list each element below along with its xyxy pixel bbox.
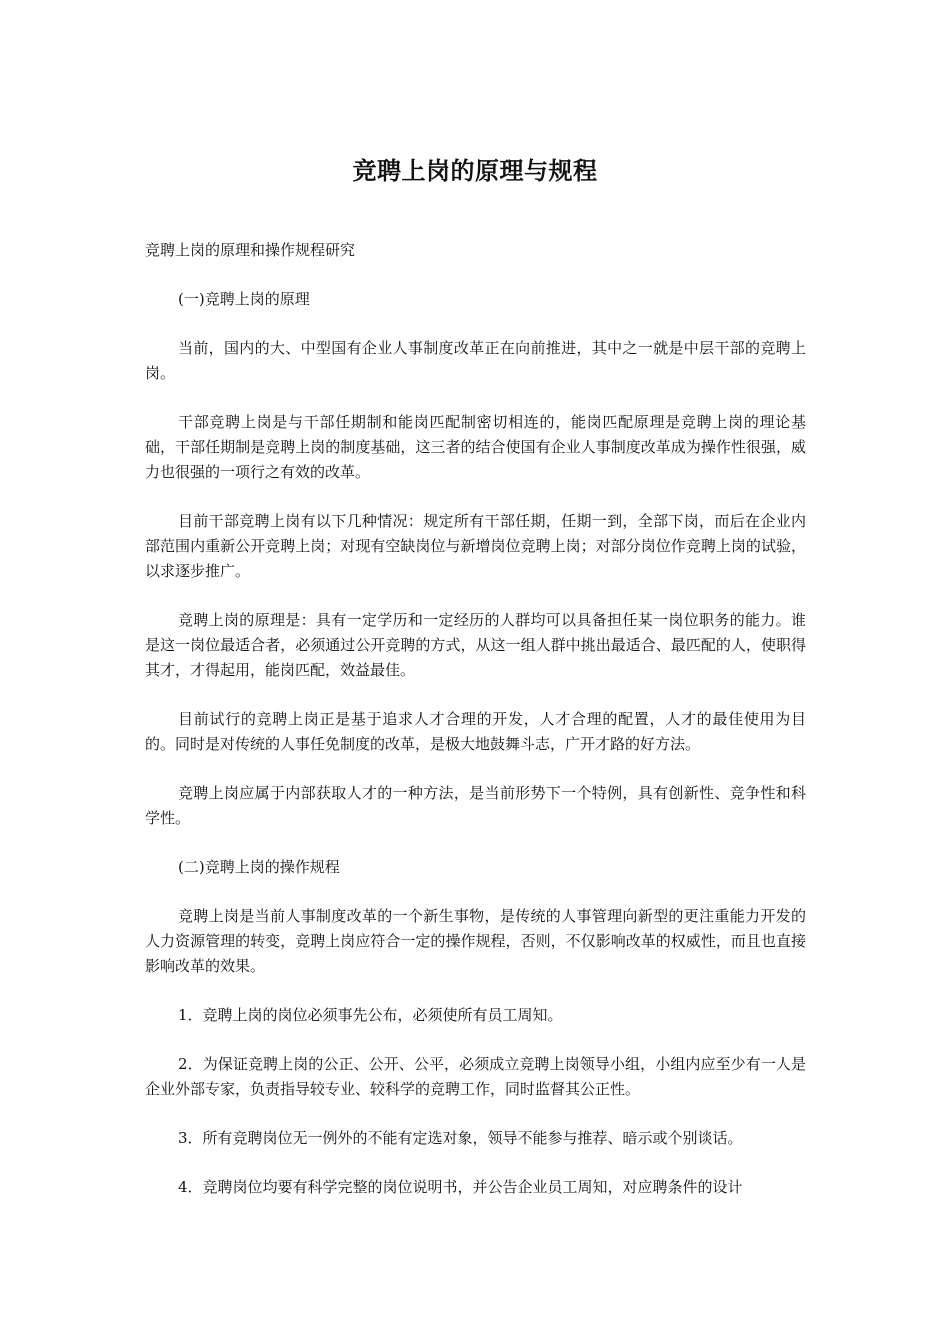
list-item: 2．为保证竞聘上岗的公正、公开、公平，必须成立竞聘上岗领导小组，小组内应至少有一人是企业外部专家，负责指导较专业、较科学的竞聘工作，同时监督其公正性。 — [145, 1055, 806, 1098]
document-title: 竞聘上岗的原理与规程 — [352, 156, 598, 185]
section-heading-2: (二)竞聘上岗的操作规程 — [178, 858, 340, 876]
paragraph: 竞聘上岗的原理是：具有一定学历和一定经历的人群均可以具备担任某一岗位职务的能力。谁是这一岗位最适合者，必须通过公开竞聘的方式，从这一组人群中挑出最适合、最匹配的人，使职得其才，才得起用，能岗匹配，效益最佳。 — [145, 611, 806, 679]
paragraph: 竞聘上岗应属于内部获取人才的一种方法，是当前形势下一个特例，具有创新性、竞争性和科学性。 — [145, 784, 806, 827]
document-subtitle: 竞聘上岗的原理和操作规程研究 — [145, 241, 356, 259]
list-item: 3．所有竞聘岗位无一例外的不能有定选对象，领导不能参与推荐、暗示或个别谈话。 — [178, 1129, 743, 1147]
paragraph: 竞聘上岗是当前人事制度改革的一个新生事物，是传统的人事管理向新型的更注重能力开发的人力资源管理的转变，竞聘上岗应符合一定的操作规程，否则，不仅影响改革的权威性，而且也直接影响改革的效果。 — [145, 907, 806, 975]
paragraph: 当前，国内的大、中型国有企业人事制度改革正在向前推进，其中之一就是中层干部的竞聘上岗。 — [145, 339, 806, 382]
list-item: 1．竞聘上岗的岗位必须事先公布，必须使所有员工周知。 — [178, 1006, 563, 1024]
paragraph: 目前干部竞聘上岗有以下几种情况：规定所有干部任期，任期一到，全部下岗，而后在企业内部范围内重新公开竞聘上岗；对现有空缺岗位与新增岗位竞聘上岗；对部分岗位作竞聘上岗的试验，以求逐步推广。 — [145, 512, 806, 580]
paragraph: 干部竞聘上岗是与干部任期制和能岗匹配制密切相连的，能岗匹配原理是竞聘上岗的理论基础，干部任期制是竞聘上岗的制度基础，这三者的结合使国有企业人事制度改革成为操作性很强，威力也很强的一项行之有效的改革。 — [145, 413, 806, 481]
section-heading-1: (一)竞聘上岗的原理 — [178, 290, 310, 308]
document-body — [145, 238, 806, 1200]
paragraph: 目前试行的竞聘上岗正是基于追求人才合理的开发，人才合理的配置，人才的最佳使用为目的。同时是对传统的人事任免制度的改革，是极大地鼓舞斗志，广开才路的好方法。 — [145, 710, 806, 753]
list-item: 4．竞聘岗位均要有科学完整的岗位说明书，并公告企业员工周知，对应聘条件的设计 — [178, 1178, 743, 1196]
